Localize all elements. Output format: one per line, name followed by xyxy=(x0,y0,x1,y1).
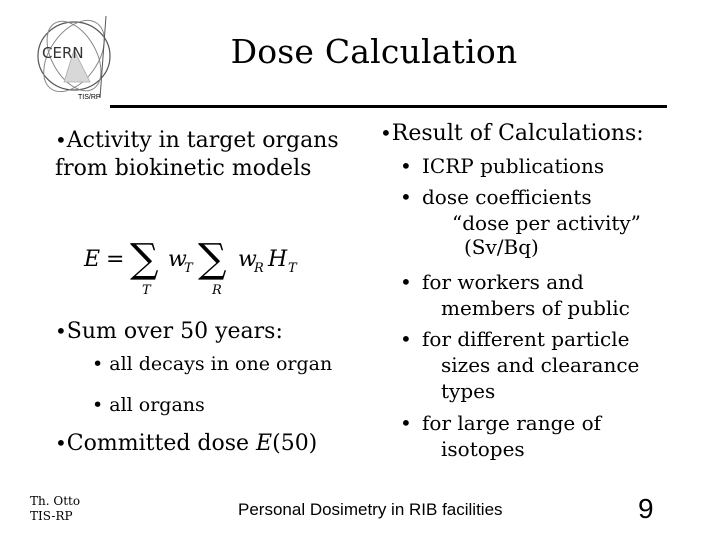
footer-author xyxy=(30,494,80,524)
formula-sum-2: ∑ xyxy=(198,236,227,282)
results-dot-3: • xyxy=(400,270,412,294)
results-dot-1: • xyxy=(400,154,412,178)
bullet-sum-text: Sum over 50 years: xyxy=(66,319,283,344)
results-dot-4: • xyxy=(400,327,412,351)
formula-h: H xyxy=(268,247,288,272)
results-line: types xyxy=(441,379,496,403)
bullet-activity xyxy=(55,126,375,183)
dose-formula xyxy=(80,232,320,296)
results-line: isotopes xyxy=(441,437,525,461)
results-heading-text: Result of Calculations: xyxy=(391,121,644,146)
title-underline xyxy=(110,105,667,108)
subbullet-dot: • xyxy=(92,394,110,416)
subbullet-organs-text: all organs xyxy=(109,394,205,416)
formula-equals: = xyxy=(106,247,125,272)
page-number: 9 xyxy=(638,493,654,524)
bullet-results-heading xyxy=(380,119,644,148)
results-line: (Sv/Bq) xyxy=(464,235,539,259)
footer-author-name: Th. Otto xyxy=(30,494,81,508)
formula-w-r: w xyxy=(238,247,257,272)
bullet-committed-dose xyxy=(55,429,317,458)
formula-h-sub: T xyxy=(288,261,297,276)
results-line: sizes and clearance xyxy=(441,353,640,377)
logo-text: CERN xyxy=(42,44,84,62)
logo-subtext: TIS/RP xyxy=(78,94,101,101)
subbullet-dot: • xyxy=(92,353,110,375)
bullet-activity-text: Activity in target organs from biokinetic models xyxy=(55,128,339,181)
subbullet-decays xyxy=(92,352,332,377)
results-line: members of public xyxy=(441,296,630,320)
slide-title: Dose Calculation xyxy=(230,32,518,71)
formula-sum-1-index: T xyxy=(142,283,151,296)
bullet-committed-text: Committed dose xyxy=(66,431,257,456)
bullet-dot: • xyxy=(55,128,67,152)
results-dot-5: • xyxy=(400,411,412,435)
subbullet-decays-text: all decays in one organ xyxy=(109,353,333,375)
results-dot-2: • xyxy=(400,185,412,209)
footer-author-dept: TIS-RP xyxy=(30,509,73,523)
results-line: ICRP publications xyxy=(422,154,605,178)
results-line: for workers and xyxy=(422,270,584,294)
bullet-sum xyxy=(55,317,283,346)
subbullet-organs xyxy=(92,393,205,418)
bullet-dot: • xyxy=(380,121,392,145)
results-line: “dose per activity” xyxy=(452,211,641,235)
bullet-dot: • xyxy=(55,319,67,343)
results-line: for different particle xyxy=(422,327,630,351)
formula-sum-2-index: R xyxy=(212,283,222,296)
formula-w: w xyxy=(168,247,187,272)
formula-w-r-sub: R xyxy=(254,261,264,276)
bullet-dot: • xyxy=(55,431,67,455)
bullet-committed-var: E xyxy=(256,431,273,456)
footer-title: Personal Dosimetry in RIB facilities xyxy=(238,500,503,519)
formula-sum-1: ∑ xyxy=(130,236,159,282)
formula-e: E xyxy=(84,247,101,272)
formula-w-sub: T xyxy=(184,261,193,276)
results-line: for large range of xyxy=(422,411,602,435)
bullet-committed-suffix: (50) xyxy=(272,431,318,456)
results-line: dose coefficients xyxy=(422,185,592,209)
